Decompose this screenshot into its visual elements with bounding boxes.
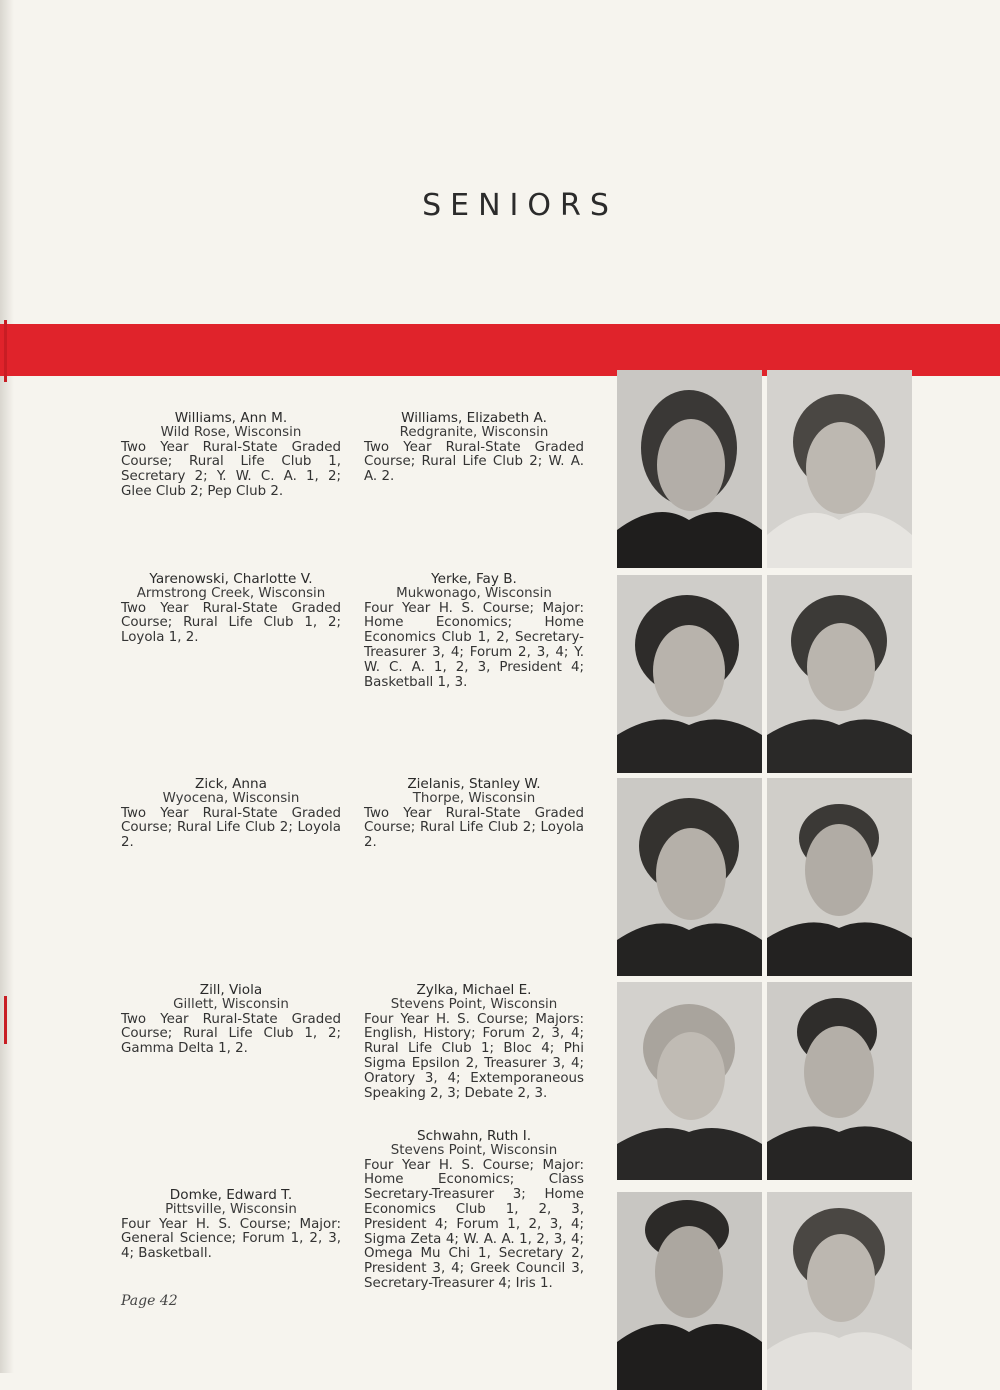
portrait-photo [617,778,762,976]
senior-activities: Two Year Rural-State Graded Course; Rural Life Club 1, Secretary 2; Y. W. C. A. 1, 2; Glee Club 2; Pep Club 2. [121,439,341,499]
page-binding-edge [0,0,14,1373]
page-title: SENIORS [422,188,618,223]
portrait-photo [767,778,912,976]
senior-activities: Two Year Rural-State Graded Course; Rural Life Club 1, 2; Loyola 1, 2. [121,600,341,646]
senior-name: Williams, Elizabeth A. [401,410,547,426]
red-decorative-band [0,324,1000,376]
band-edge-mark [4,320,7,382]
portrait-photo [767,982,912,1180]
senior-entry [364,983,584,1101]
senior-entry [121,1188,341,1262]
senior-hometown: Armstrong Creek, Wisconsin [136,585,326,601]
senior-activities: Four Year H. S. Course; Major: Home Economics; Home Economics Club 1, 2, Secretary-Treasurer 3, 4; Forum 2, 3, 4; Y. W. C. A. 1, 2, 3, President 4; Basketball 1, 3. [364,600,584,690]
senior-name: Zick, Anna [195,776,267,792]
portrait-photo [617,370,762,568]
senior-hometown: Stevens Point, Wisconsin [390,996,558,1012]
senior-activities: Two Year Rural-State Graded Course; Rural Life Club 2; Loyola 2. [121,805,341,851]
senior-name: Zielanis, Stanley W. [407,776,541,792]
senior-hometown: Stevens Point, Wisconsin [390,1142,558,1158]
senior-hometown: Mukwonago, Wisconsin [396,585,552,601]
senior-entry [121,777,341,851]
senior-entry [121,983,341,1057]
senior-entry [121,411,341,500]
portrait-photo [767,370,912,568]
senior-hometown: Thorpe, Wisconsin [412,790,536,806]
senior-entry [121,572,341,646]
portrait-photo [617,575,762,773]
senior-name: Schwahn, Ruth I. [416,1128,532,1144]
senior-hometown: Wild Rose, Wisconsin [160,424,302,440]
senior-entry [364,572,584,690]
senior-activities: Two Year Rural-State Graded Course; Rural Life Club 2; W. A. A. 2. [364,439,584,485]
senior-hometown: Gillett, Wisconsin [173,996,289,1012]
senior-name: Zill, Viola [199,982,263,998]
portrait-photo [617,982,762,1180]
portrait-photo [767,1192,912,1390]
senior-entry [364,777,584,851]
senior-activities: Four Year H. S. Course; Major: Home Economics; Class Secretary-Treasurer 3; Home Economics Club 1, 2, 3, President 4; Forum 1, 2, 3, 4; Sigma Zeta 4; W. A. A. 1, 2, 3, 4; Omega Mu Chi 1, Secretary 2, President 3, 4; Greek Council 3, Secretary-Treasurer 4; Iris 1. [364,1157,584,1291]
senior-name: Williams, Ann M. [174,410,288,426]
senior-name: Domke, Edward T. [169,1187,293,1203]
portrait-photo [767,575,912,773]
portrait-photo [617,1192,762,1390]
senior-activities: Four Year H. S. Course; Major: General Science; Forum 1, 2, 3, 4; Basketball. [121,1216,341,1262]
senior-name: Yarenowski, Charlotte V. [149,571,313,587]
page-number: Page 42 [121,1293,178,1309]
page-edge-mark [4,996,7,1044]
senior-hometown: Pittsville, Wisconsin [165,1201,297,1217]
senior-entry [364,1129,584,1292]
senior-name: Yerke, Fay B. [431,571,517,587]
senior-activities: Two Year Rural-State Graded Course; Rural Life Club 2; Loyola 2. [364,805,584,851]
senior-activities: Four Year H. S. Course; Majors: English, History; Forum 2, 3, 4; Rural Life Club 1; Bloc 4; Phi Sigma Epsilon 2, Treasurer 3, 4; Oratory 3, 4; Extemporaneous Speaking 2, 3; Debate 2, 3. [364,1011,584,1101]
senior-hometown: Redgranite, Wisconsin [399,424,549,440]
portrait-grid [617,370,917,1373]
senior-entry [364,411,584,485]
senior-hometown: Wyocena, Wisconsin [162,790,300,806]
senior-activities: Two Year Rural-State Graded Course; Rural Life Club 1, 2; Gamma Delta 1, 2. [121,1011,341,1057]
senior-name: Zylka, Michael E. [416,982,532,998]
